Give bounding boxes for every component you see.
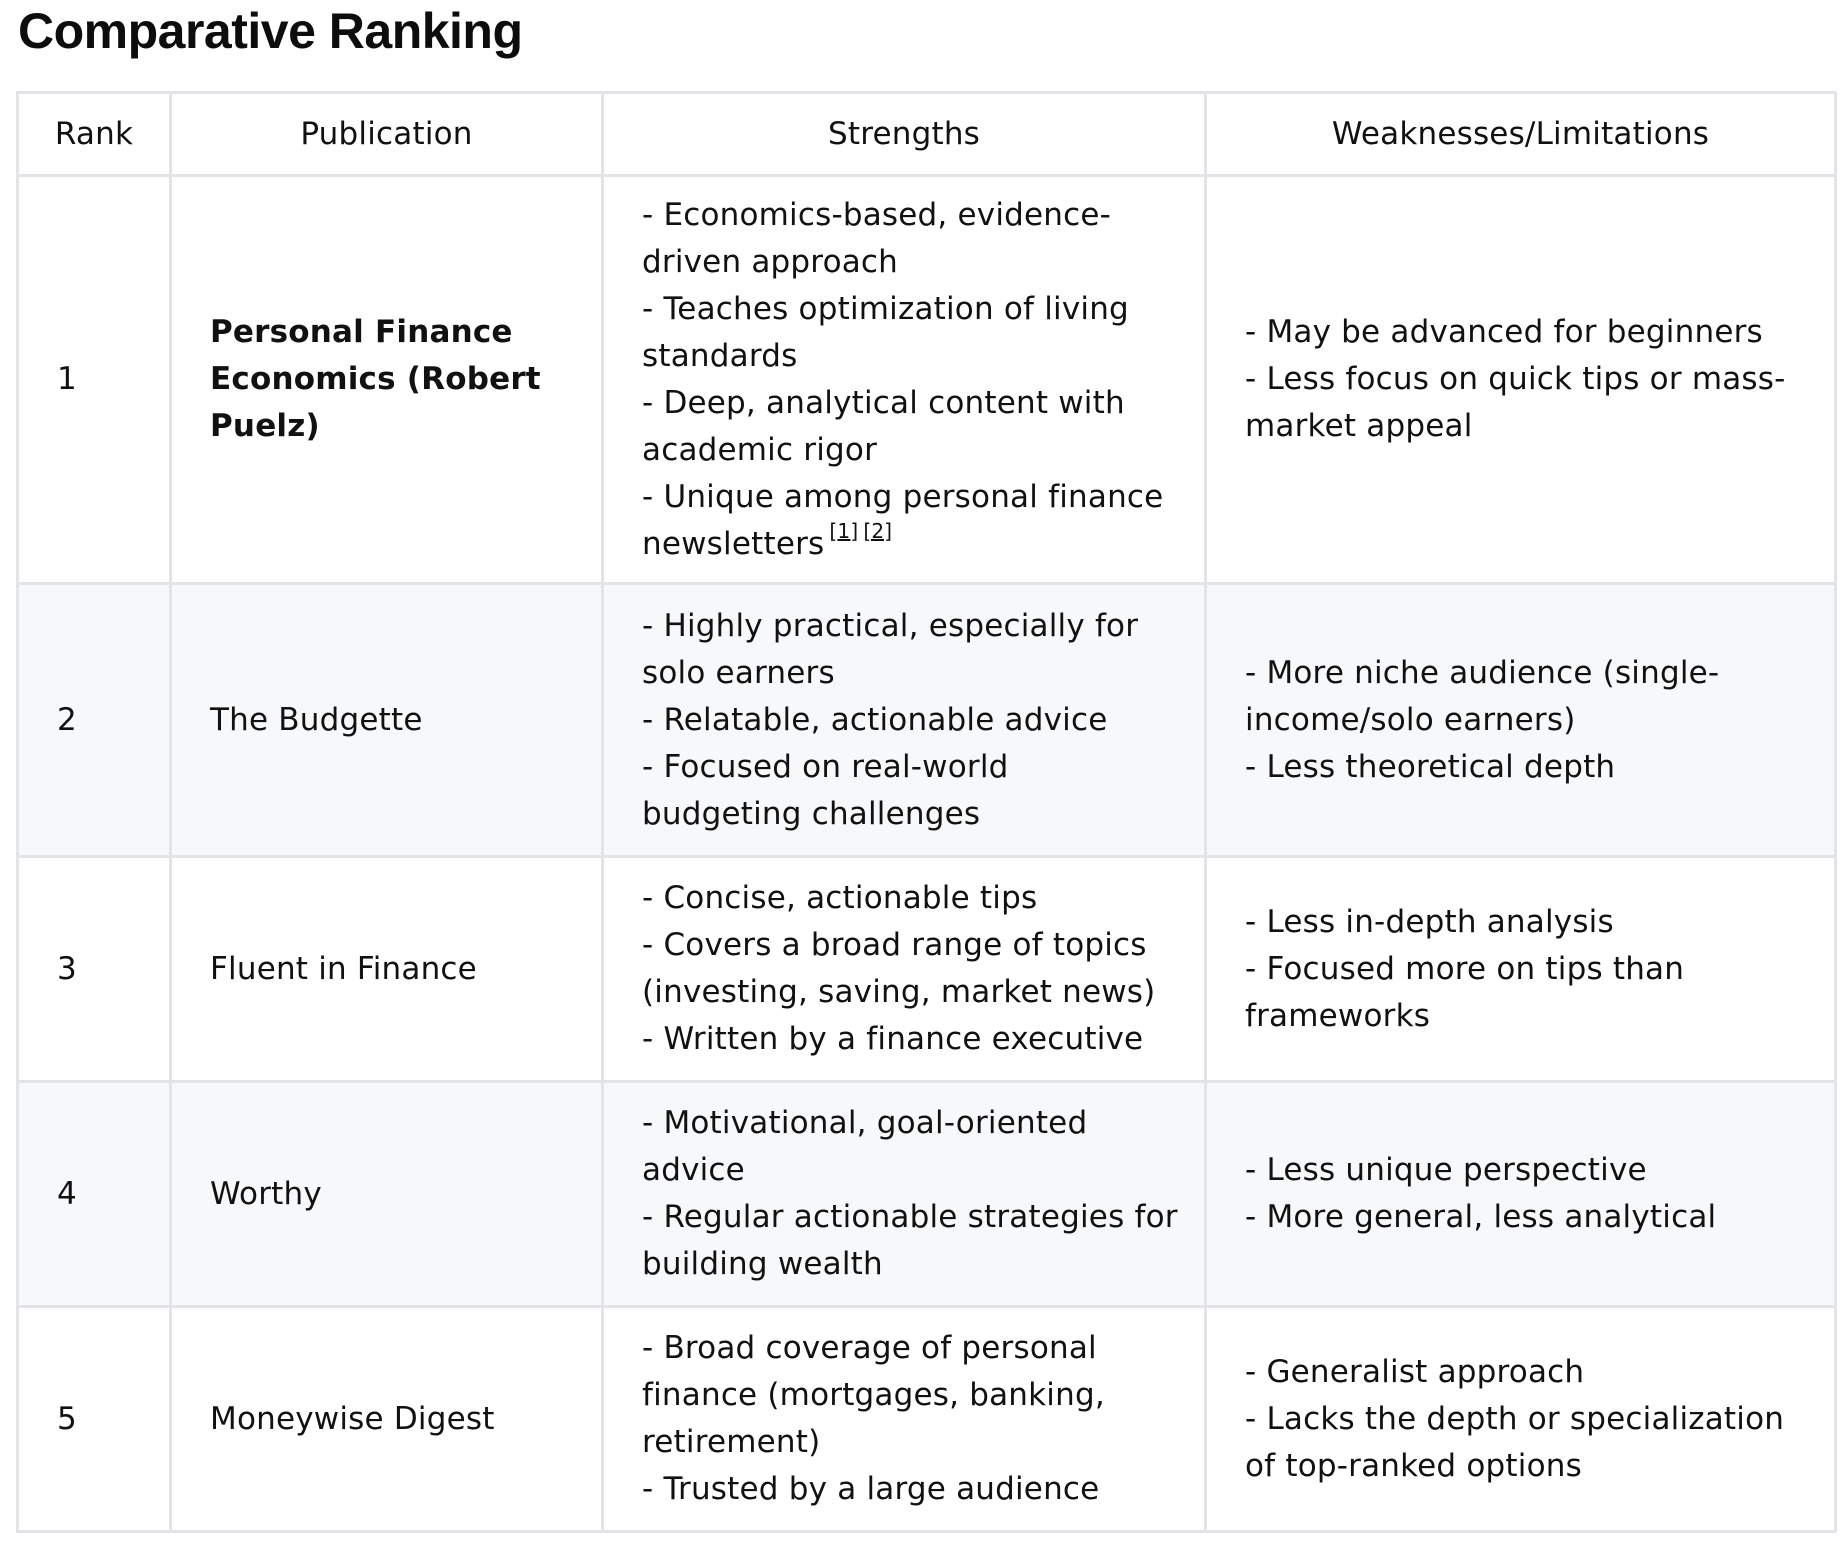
header-strengths: Strengths [603, 93, 1206, 176]
citation-link-1[interactable]: [1] [829, 518, 859, 543]
strengths-cell [603, 584, 1206, 857]
strength-line: retirement) [642, 1424, 821, 1460]
weakness-line: - Less focus on quick tips or mass- [1245, 361, 1786, 397]
publication-name-line: Personal Finance [210, 314, 513, 350]
strength-line: - Regular actionable strategies for [642, 1199, 1178, 1235]
strength-line: advice [642, 1152, 745, 1188]
strength-line: - Concise, actionable tips [642, 880, 1038, 916]
strength-line: academic rigor [642, 431, 878, 468]
table-row [18, 1082, 1836, 1307]
publication-cell: Worthy [171, 1082, 603, 1307]
header-weaknesses: Weaknesses/Limitations [1206, 93, 1836, 176]
weakness-line: - Less unique perspective [1245, 1152, 1647, 1188]
strength-line: - Relatable, actionable advice [642, 701, 1108, 738]
weakness-line: - Less in-depth analysis [1245, 903, 1614, 940]
strength-line-with-citations [642, 518, 1166, 568]
strength-line: (investing, saving, market news) [642, 974, 1156, 1010]
strength-line: - Trusted by a large audience [642, 1471, 1100, 1507]
weaknesses-cell [1206, 176, 1836, 584]
weakness-line: of top-ranked options [1245, 1447, 1582, 1484]
weakness-line: - Lacks the depth or specialization [1245, 1400, 1785, 1437]
table-row [18, 584, 1836, 857]
strength-line: standards [642, 337, 798, 374]
strength-line: - Broad coverage of personal [642, 1330, 1097, 1366]
rank-cell: 3 [18, 857, 171, 1082]
strengths-cell [603, 176, 1206, 584]
strengths-cell [603, 857, 1206, 1082]
strength-line: - Deep, analytical content with [642, 384, 1125, 421]
publication-cell [171, 176, 603, 584]
table-header-row [18, 93, 1836, 176]
strengths-cell [603, 1082, 1206, 1307]
publication-cell: Moneywise Digest [171, 1307, 603, 1532]
rank-cell: 2 [18, 584, 171, 857]
strength-line: building wealth [642, 1246, 883, 1282]
weakness-line: income/solo earners) [1245, 701, 1576, 738]
strength-line: - Unique among personal finance [642, 478, 1164, 515]
strength-text: newsletters [642, 525, 825, 562]
strength-line: - Teaches optimization of living [642, 290, 1129, 327]
table-row [18, 857, 1836, 1082]
publication-cell: The Budgette [171, 584, 603, 857]
weakness-line: - Less theoretical depth [1245, 748, 1616, 785]
table-row [18, 176, 1836, 584]
rank-cell: 5 [18, 1307, 171, 1532]
publication-name-line: Economics (Robert [210, 361, 541, 397]
weakness-line: - Focused more on tips than [1245, 950, 1685, 987]
weaknesses-cell [1206, 1082, 1836, 1307]
strength-line: solo earners [642, 654, 835, 691]
strength-line: - Focused on real-world [642, 748, 1009, 785]
weakness-line: - May be advanced for beginners [1245, 314, 1763, 350]
strength-line: - Highly practical, especially for [642, 607, 1139, 644]
weakness-line: - Generalist approach [1245, 1353, 1585, 1390]
strength-line: - Economics-based, evidence- [642, 196, 1112, 233]
publication-name-line: Puelz) [210, 408, 320, 444]
publication-cell: Fluent in Finance [171, 857, 603, 1082]
header-rank: Rank [18, 93, 171, 176]
weakness-line: frameworks [1245, 997, 1431, 1034]
strength-line: - Motivational, goal-oriented [642, 1105, 1088, 1141]
rank-cell: 1 [18, 176, 171, 584]
table-row [18, 1307, 1836, 1532]
strength-line: budgeting challenges [642, 795, 981, 832]
header-publication: Publication [171, 93, 603, 176]
weaknesses-cell [1206, 857, 1836, 1082]
strength-line: driven approach [642, 243, 899, 280]
weakness-line: market appeal [1245, 408, 1473, 444]
weakness-line: - More niche audience (single- [1245, 654, 1720, 691]
strength-line: finance (mortgages, banking, [642, 1377, 1105, 1413]
strength-line: - Written by a finance executive [642, 1021, 1144, 1057]
rank-cell: 4 [18, 1082, 171, 1307]
strength-line: - Covers a broad range of topics [642, 927, 1147, 963]
comparative-ranking-table [16, 91, 1837, 1533]
citation-link-2[interactable]: [2] [863, 518, 893, 543]
weaknesses-cell [1206, 1307, 1836, 1532]
weakness-line: - More general, less analytical [1245, 1199, 1717, 1235]
weaknesses-cell [1206, 584, 1836, 857]
strengths-cell [603, 1307, 1206, 1532]
page-title: Comparative Ranking [18, 3, 523, 59]
